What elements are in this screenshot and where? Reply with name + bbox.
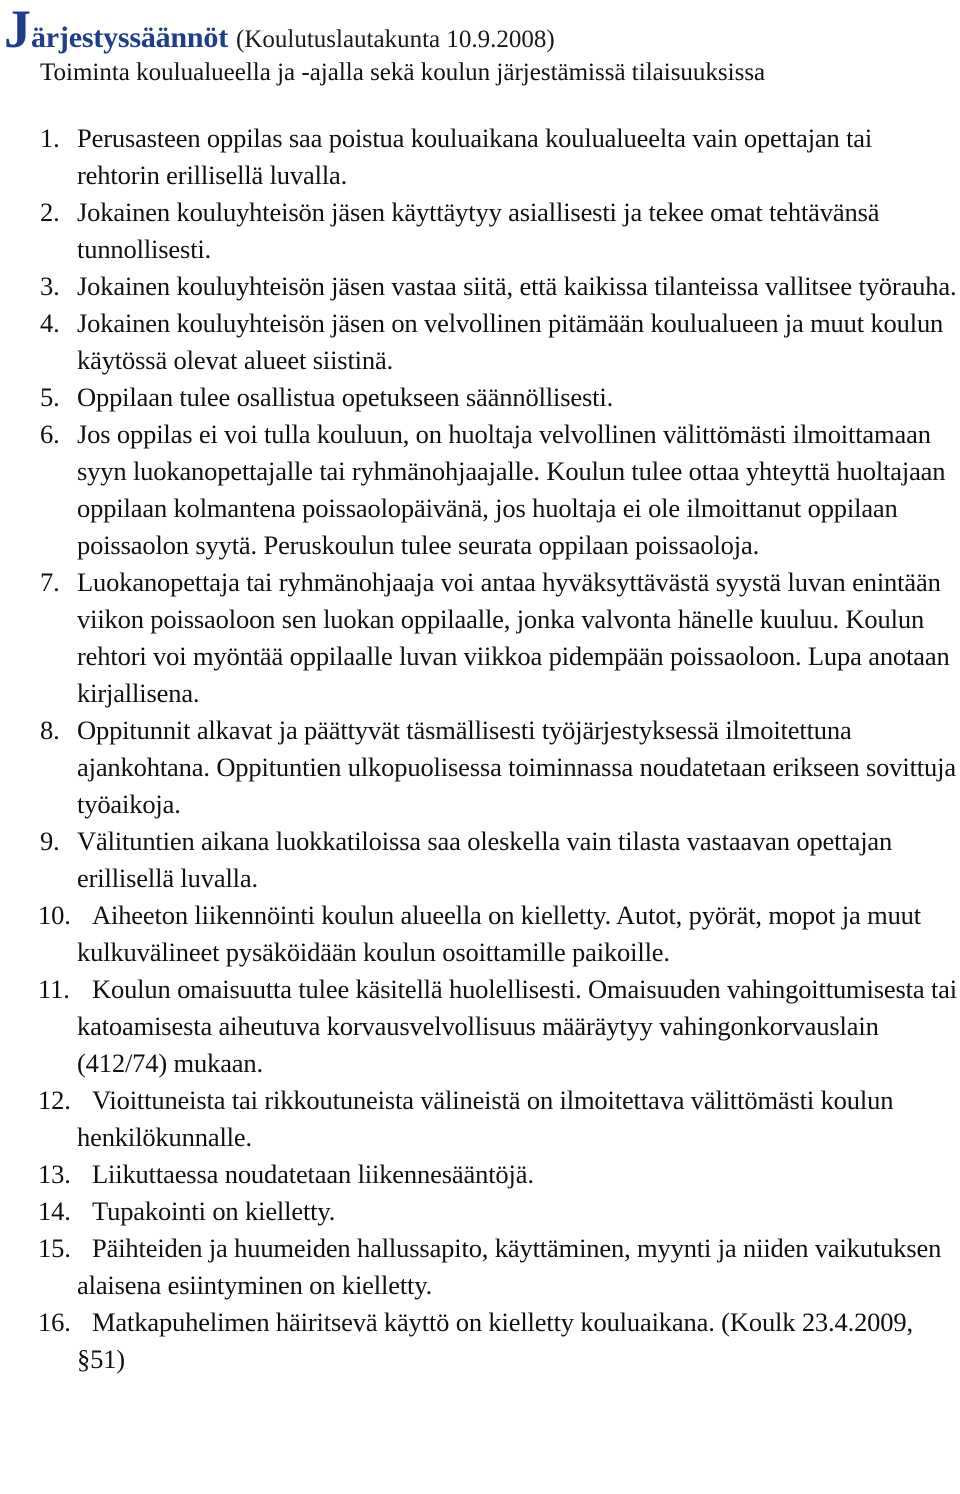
rule-number: 1. <box>40 123 60 153</box>
rule-item <box>40 194 960 268</box>
rule-text: Tupakointi on kielletty. <box>92 1196 336 1226</box>
rule-item <box>40 268 960 305</box>
rule-text: Oppilaan tulee osallistua opetukseen säännöllisesti. <box>77 382 614 412</box>
rule-item <box>40 971 960 1082</box>
rule-number: 12. <box>38 1085 71 1115</box>
rule-item <box>40 564 960 712</box>
rule-item <box>40 823 960 897</box>
document-subtitle: Toiminta koulualueella ja -ajalla sekä koulun järjestämissä tilaisuuksissa <box>40 59 766 86</box>
rule-text: Aiheeton liikennöinti koulun alueella on kielletty. Autot, pyörät, mopot ja muut kulkuvälineet pysäköidään koulun osoittamille paikoille. <box>77 900 921 967</box>
rule-item <box>40 712 960 823</box>
rule-text: Välituntien aikana luokkatiloissa saa oleskella vain tilasta vastaavan opettajan erillisellä luvalla. <box>77 826 893 893</box>
rule-number: 6. <box>40 419 60 449</box>
rules-list <box>40 120 960 1378</box>
rule-item <box>40 379 960 416</box>
rule-number: 3. <box>40 271 60 301</box>
rule-number: 13. <box>38 1159 71 1189</box>
rule-item <box>40 305 960 379</box>
rule-text: Koulun omaisuutta tulee käsitellä huolellisesti. Omaisuuden vahingoittumisesta tai katoamisesta aiheutuva korvausvelvollisuus määräytyy vahingonkorvauslain (412/74) mukaan. <box>77 974 957 1078</box>
rule-text: Jos oppilas ei voi tulla kouluun, on huoltaja velvollinen välittömästi ilmoittamaan syyn luokanopettajalle tai ryhmänohjaajalle. Koulun tulee ottaa yhteyttä huoltajaan oppilaan kolmantena poissaolopäivänä, jos huoltaja ei ole ilmoittanut oppilaan poissaolon syytä. Peruskoulun tulee seurata oppilaan poissaoloja. <box>77 419 946 560</box>
rule-text: Matkapuhelimen häiritsevä käyttö on kielletty kouluaikana. (Koulk 23.4.2009, §51) <box>77 1307 913 1374</box>
rule-text: Luokanopettaja tai ryhmänohjaaja voi antaa hyväksyttävästä syystä luvan enintään viikon poissaoloon sen luokan oppilaalle, jonka valvonta hänelle kuuluu. Koulun rehtori voi myöntää oppilaalle luvan viikkoa pidempään poissaoloon. Lupa anotaan kirjallisena. <box>77 567 950 708</box>
rule-item <box>40 1156 960 1193</box>
title-initial: J <box>4 0 31 59</box>
rule-number: 5. <box>40 382 60 412</box>
rule-number: 11. <box>38 974 70 1004</box>
rule-text: Liikuttaessa noudatetaan liikennesääntöjä. <box>92 1159 534 1189</box>
rule-number: 16. <box>38 1307 71 1337</box>
rule-text: Perusasteen oppilas saa poistua kouluaikana koulualueelta vain opettajan tai rehtorin erillisellä luvalla. <box>77 123 873 190</box>
rule-number: 7. <box>40 567 60 597</box>
rule-item <box>40 1230 960 1304</box>
rule-text: Jokainen kouluyhteisön jäsen käyttäytyy asiallisesti ja tekee omat tehtävänsä tunnollisesti. <box>77 197 880 264</box>
rule-item <box>40 1193 960 1230</box>
rule-text: Vioittuneista tai rikkoutuneista välineistä on ilmoitettava välittömästi koulun henkilökunnalle. <box>77 1085 894 1152</box>
rule-number: 15. <box>38 1233 71 1263</box>
rule-text: Jokainen kouluyhteisön jäsen vastaa siitä, että kaikissa tilanteissa vallitsee työrauha. <box>77 271 957 301</box>
rule-item <box>40 120 960 194</box>
title-meta: (Koulutuslautakunta 10.9.2008) <box>236 26 555 53</box>
rule-number: 4. <box>40 308 60 338</box>
rule-text: Oppitunnit alkavat ja päättyvät täsmällisesti työjärjestyksessä ilmoitettuna ajankohtana. Oppituntien ulkopuolisessa toiminnassa noudatetaan erikseen sovittuja työaikoja. <box>77 715 956 819</box>
rule-item <box>40 1082 960 1156</box>
rule-item <box>40 897 960 971</box>
title-text: ärjestyssäännöt <box>31 21 228 54</box>
rule-item <box>40 416 960 564</box>
rule-number: 10. <box>38 900 71 930</box>
rule-item <box>40 1304 960 1378</box>
rule-number: 8. <box>40 715 60 745</box>
rule-text: Päihteiden ja huumeiden hallussapito, käyttäminen, myynti ja niiden vaikutuksen alaisena esiintyminen on kielletty. <box>77 1233 942 1300</box>
rule-number: 2. <box>40 197 60 227</box>
rule-number: 9. <box>40 826 60 856</box>
rule-text: Jokainen kouluyhteisön jäsen on velvollinen pitämään koulualueen ja muut koulun käytössä olevat alueet siistinä. <box>77 308 944 375</box>
rule-number: 14. <box>38 1196 71 1226</box>
